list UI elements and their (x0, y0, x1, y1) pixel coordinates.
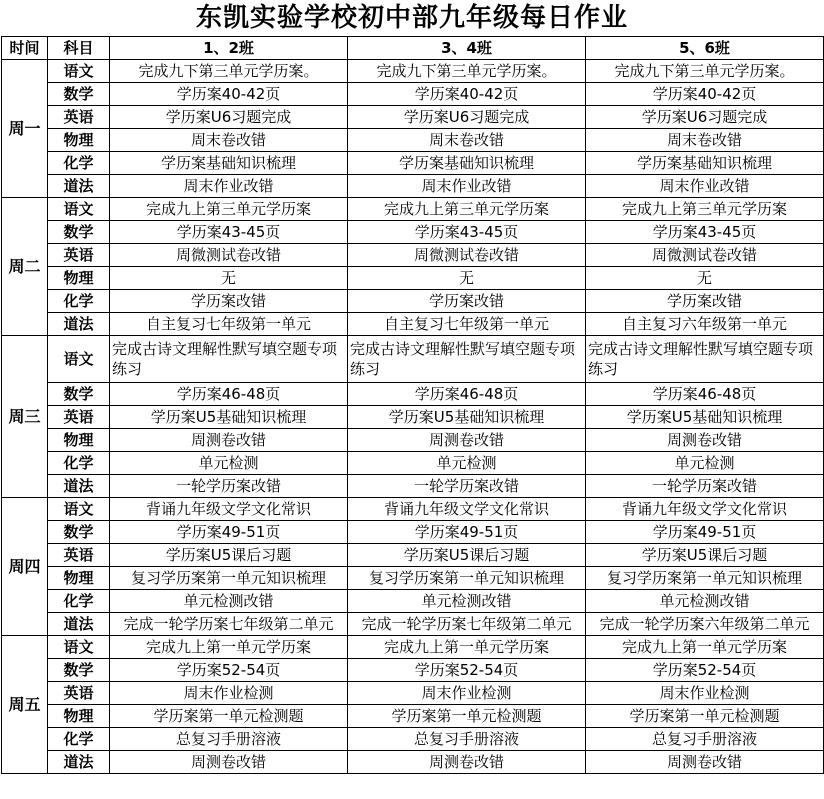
homework-cell-class-3-4: 周测卷改错 (348, 429, 586, 452)
homework-cell-class-3-4: 一轮学历案改错 (348, 475, 586, 498)
homework-cell-class-1-2: 周末作业改错 (110, 175, 348, 198)
homework-cell-class-5-6: 学历案U6习题完成 (586, 106, 824, 129)
homework-cell-class-1-2: 学历案第一单元检测题 (110, 705, 348, 728)
table-body (2, 60, 824, 774)
homework-cell-class-3-4: 周末作业检测 (348, 682, 586, 705)
table-row (2, 613, 824, 636)
table-row (2, 498, 824, 521)
table-row (2, 728, 824, 751)
homework-cell-class-3-4: 学历案43-45页 (348, 221, 586, 244)
homework-cell-class-5-6: 学历案基础知识梳理 (586, 152, 824, 175)
homework-cell-class-1-2: 完成九上第三单元学历案 (110, 198, 348, 221)
subject-label: 物理 (48, 267, 110, 290)
table-row (2, 521, 824, 544)
subject-label: 化学 (48, 452, 110, 475)
table-row (2, 129, 824, 152)
table-row (2, 313, 824, 336)
homework-cell-class-3-4: 学历案49-51页 (348, 521, 586, 544)
table-row (2, 567, 824, 590)
subject-label: 化学 (48, 152, 110, 175)
header-class-1-2: 1、2班 (110, 37, 348, 60)
subject-label: 英语 (48, 544, 110, 567)
homework-cell-class-3-4: 周末卷改错 (348, 129, 586, 152)
homework-cell-class-1-2: 无 (110, 267, 348, 290)
homework-cell-class-1-2: 完成九下第三单元学历案。 (110, 60, 348, 83)
header-row (2, 37, 824, 60)
homework-cell-class-3-4: 背诵九年级文学文化常识 (348, 498, 586, 521)
homework-cell-class-5-6: 总复习手册溶液 (586, 728, 824, 751)
table-row (2, 636, 824, 659)
homework-cell-class-5-6: 学历案52-54页 (586, 659, 824, 682)
homework-cell-class-3-4: 完成一轮学历案七年级第二单元 (348, 613, 586, 636)
homework-cell-class-3-4: 学历案U6习题完成 (348, 106, 586, 129)
homework-cell-class-5-6: 学历案U5课后习题 (586, 544, 824, 567)
header-class-3-4: 3、4班 (348, 37, 586, 60)
homework-cell-class-5-6: 学历案改错 (586, 290, 824, 313)
table-row (2, 152, 824, 175)
header-subject: 科目 (48, 37, 110, 60)
homework-cell-class-3-4: 复习学历案第一单元知识梳理 (348, 567, 586, 590)
table-row (2, 429, 824, 452)
homework-cell-class-1-2: 一轮学历案改错 (110, 475, 348, 498)
table-row (2, 336, 824, 383)
subject-label: 数学 (48, 83, 110, 106)
homework-cell-class-5-6: 完成九下第三单元学历案。 (586, 60, 824, 83)
subject-label: 数学 (48, 221, 110, 244)
homework-cell-class-3-4: 完成古诗文理解性默写填空题专项练习 (348, 336, 586, 383)
homework-cell-class-3-4: 无 (348, 267, 586, 290)
homework-cell-class-1-2: 学历案40-42页 (110, 83, 348, 106)
homework-cell-class-3-4: 周微测试卷改错 (348, 244, 586, 267)
homework-cell-class-5-6: 复习学历案第一单元知识梳理 (586, 567, 824, 590)
homework-cell-class-3-4: 学历案U5基础知识梳理 (348, 406, 586, 429)
homework-cell-class-1-2: 周测卷改错 (110, 751, 348, 774)
homework-cell-class-3-4: 学历案改错 (348, 290, 586, 313)
subject-label: 道法 (48, 613, 110, 636)
homework-cell-class-3-4: 学历案40-42页 (348, 83, 586, 106)
table-row (2, 106, 824, 129)
day-label: 周二 (2, 198, 48, 336)
table-row (2, 544, 824, 567)
subject-label: 道法 (48, 475, 110, 498)
homework-cell-class-1-2: 学历案U6习题完成 (110, 106, 348, 129)
homework-cell-class-3-4: 学历案52-54页 (348, 659, 586, 682)
day-label: 周一 (2, 60, 48, 198)
table-row (2, 705, 824, 728)
subject-label: 语文 (48, 60, 110, 83)
homework-cell-class-3-4: 周测卷改错 (348, 751, 586, 774)
homework-cell-class-1-2: 周末卷改错 (110, 129, 348, 152)
homework-cell-class-1-2: 完成古诗文理解性默写填空题专项练习 (110, 336, 348, 383)
homework-cell-class-5-6: 完成九上第三单元学历案 (586, 198, 824, 221)
subject-label: 物理 (48, 429, 110, 452)
table-row (2, 383, 824, 406)
homework-cell-class-3-4: 学历案第一单元检测题 (348, 705, 586, 728)
homework-cell-class-3-4: 学历案U5课后习题 (348, 544, 586, 567)
homework-cell-class-3-4: 总复习手册溶液 (348, 728, 586, 751)
homework-table (1, 36, 824, 774)
subject-label: 化学 (48, 290, 110, 313)
page-title: 东凯实验学校初中部九年级每日作业 (195, 3, 628, 33)
table-row (2, 452, 824, 475)
day-label: 周三 (2, 336, 48, 498)
homework-cell-class-5-6: 周末作业改错 (586, 175, 824, 198)
table-row (2, 83, 824, 106)
subject-label: 英语 (48, 106, 110, 129)
homework-cell-class-1-2: 学历案46-48页 (110, 383, 348, 406)
homework-cell-class-1-2: 学历案49-51页 (110, 521, 348, 544)
subject-label: 英语 (48, 682, 110, 705)
homework-cell-class-3-4: 完成九下第三单元学历案。 (348, 60, 586, 83)
homework-cell-class-5-6: 无 (586, 267, 824, 290)
homework-cell-class-5-6: 学历案U5基础知识梳理 (586, 406, 824, 429)
homework-cell-class-1-2: 完成九上第一单元学历案 (110, 636, 348, 659)
homework-cell-class-5-6: 学历案第一单元检测题 (586, 705, 824, 728)
subject-label: 道法 (48, 313, 110, 336)
homework-cell-class-3-4: 学历案46-48页 (348, 383, 586, 406)
header-time: 时间 (2, 37, 48, 60)
subject-label: 物理 (48, 705, 110, 728)
homework-cell-class-1-2: 总复习手册溶液 (110, 728, 348, 751)
homework-cell-class-5-6: 自主复习六年级第一单元 (586, 313, 824, 336)
header-class-5-6: 5、6班 (586, 37, 824, 60)
homework-cell-class-5-6: 完成九上第一单元学历案 (586, 636, 824, 659)
homework-cell-class-5-6: 周末卷改错 (586, 129, 824, 152)
table-row (2, 682, 824, 705)
table-row (2, 290, 824, 313)
table-row (2, 751, 824, 774)
subject-label: 语文 (48, 336, 110, 383)
table-row (2, 244, 824, 267)
homework-cell-class-1-2: 周测卷改错 (110, 429, 348, 452)
subject-label: 英语 (48, 406, 110, 429)
homework-cell-class-1-2: 完成一轮学历案七年级第二单元 (110, 613, 348, 636)
homework-cell-class-5-6: 学历案46-48页 (586, 383, 824, 406)
subject-label: 化学 (48, 728, 110, 751)
homework-cell-class-3-4: 单元检测 (348, 452, 586, 475)
subject-label: 数学 (48, 521, 110, 544)
homework-cell-class-5-6: 完成一轮学历案六年级第二单元 (586, 613, 824, 636)
subject-label: 语文 (48, 198, 110, 221)
homework-cell-class-1-2: 学历案52-54页 (110, 659, 348, 682)
homework-cell-class-3-4: 学历案基础知识梳理 (348, 152, 586, 175)
homework-cell-class-1-2: 周微测试卷改错 (110, 244, 348, 267)
subject-label: 道法 (48, 751, 110, 774)
table-row (2, 60, 824, 83)
homework-cell-class-5-6: 学历案43-45页 (586, 221, 824, 244)
homework-cell-class-5-6: 一轮学历案改错 (586, 475, 824, 498)
homework-cell-class-5-6: 单元检测 (586, 452, 824, 475)
homework-cell-class-5-6: 周微测试卷改错 (586, 244, 824, 267)
homework-cell-class-5-6: 周测卷改错 (586, 429, 824, 452)
homework-cell-class-5-6: 单元检测改错 (586, 590, 824, 613)
homework-cell-class-3-4: 完成九上第一单元学历案 (348, 636, 586, 659)
homework-cell-class-1-2: 单元检测改错 (110, 590, 348, 613)
table-row (2, 198, 824, 221)
homework-cell-class-1-2: 学历案43-45页 (110, 221, 348, 244)
homework-cell-class-1-2: 复习学历案第一单元知识梳理 (110, 567, 348, 590)
homework-cell-class-3-4: 完成九上第三单元学历案 (348, 198, 586, 221)
table-row (2, 659, 824, 682)
subject-label: 道法 (48, 175, 110, 198)
subject-label: 语文 (48, 636, 110, 659)
subject-label: 物理 (48, 129, 110, 152)
homework-cell-class-3-4: 周末作业改错 (348, 175, 586, 198)
table-row (2, 267, 824, 290)
homework-cell-class-5-6: 完成古诗文理解性默写填空题专项练习 (586, 336, 824, 383)
homework-cell-class-1-2: 背诵九年级文学文化常识 (110, 498, 348, 521)
subject-label: 物理 (48, 567, 110, 590)
homework-cell-class-5-6: 学历案40-42页 (586, 83, 824, 106)
table-row (2, 590, 824, 613)
subject-label: 英语 (48, 244, 110, 267)
subject-label: 化学 (48, 590, 110, 613)
homework-cell-class-5-6: 学历案49-51页 (586, 521, 824, 544)
homework-cell-class-5-6: 周测卷改错 (586, 751, 824, 774)
table-row (2, 221, 824, 244)
table-row (2, 475, 824, 498)
day-label: 周四 (2, 498, 48, 636)
homework-cell-class-1-2: 自主复习七年级第一单元 (110, 313, 348, 336)
table-row (2, 406, 824, 429)
homework-cell-class-1-2: 学历案基础知识梳理 (110, 152, 348, 175)
homework-cell-class-1-2: 学历案U5课后习题 (110, 544, 348, 567)
subject-label: 语文 (48, 498, 110, 521)
homework-cell-class-5-6: 周末作业检测 (586, 682, 824, 705)
day-label: 周五 (2, 636, 48, 774)
homework-cell-class-1-2: 周末作业检测 (110, 682, 348, 705)
table-row (2, 175, 824, 198)
homework-cell-class-5-6: 背诵九年级文学文化常识 (586, 498, 824, 521)
homework-cell-class-1-2: 单元检测 (110, 452, 348, 475)
subject-label: 数学 (48, 659, 110, 682)
homework-cell-class-3-4: 自主复习七年级第一单元 (348, 313, 586, 336)
homework-cell-class-1-2: 学历案U5基础知识梳理 (110, 406, 348, 429)
homework-cell-class-1-2: 学历案改错 (110, 290, 348, 313)
subject-label: 数学 (48, 383, 110, 406)
homework-cell-class-3-4: 单元检测改错 (348, 590, 586, 613)
